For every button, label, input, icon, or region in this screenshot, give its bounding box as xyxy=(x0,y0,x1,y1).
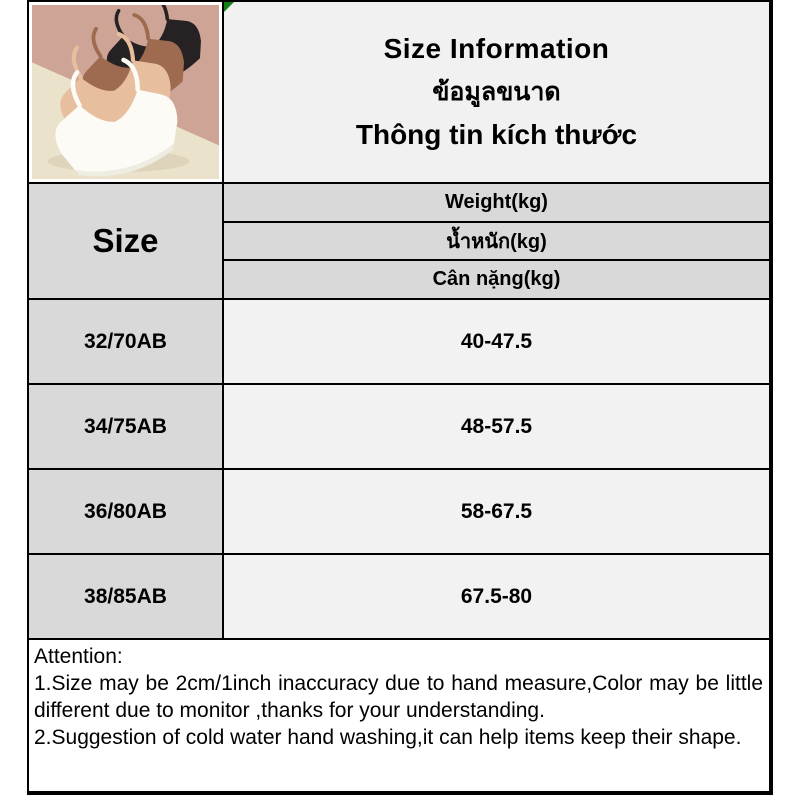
weight-header-english: Weight(kg) xyxy=(224,184,769,221)
weight-header-group xyxy=(224,184,769,298)
attention-item-2: 2.Suggestion of cold water hand washing,it can help items keep their shape. xyxy=(34,726,742,749)
size-information-table xyxy=(27,0,773,795)
weight-header-thai: น้ำหนัก(kg) xyxy=(224,223,769,260)
weight-header-vietnamese: Cân nặng(kg) xyxy=(224,261,769,298)
green-corner-marker-icon xyxy=(224,2,234,12)
attention-item-1: 1.Size may be 2cm/1inch inaccuracy due to hand measure,Color may be little different due to monitor ,thanks for your understanding. xyxy=(34,672,763,722)
attention-note xyxy=(29,640,769,791)
weight-value: 40-47.5 xyxy=(224,300,769,383)
bras-photo-illustration xyxy=(32,5,219,179)
table-row xyxy=(29,300,769,383)
size-value: 38/85AB xyxy=(29,555,222,638)
title-vietnamese: Thông tin kích thước xyxy=(355,119,638,150)
table-row xyxy=(29,385,769,468)
size-value: 34/75AB xyxy=(29,385,222,468)
table-row xyxy=(29,555,769,638)
title-thai: ข้อมูลขนาด xyxy=(432,78,561,106)
title-row xyxy=(29,2,769,182)
size-column-header: Size xyxy=(29,184,222,298)
weight-value: 48-57.5 xyxy=(224,385,769,468)
title-cell xyxy=(224,2,769,182)
title-english: Size Information xyxy=(383,33,610,64)
header-row xyxy=(29,184,769,298)
size-value: 32/70AB xyxy=(29,300,222,383)
product-photo xyxy=(29,2,222,182)
attention-label: Attention: xyxy=(34,645,123,668)
size-value: 36/80AB xyxy=(29,470,222,553)
table-row xyxy=(29,470,769,553)
weight-value: 58-67.5 xyxy=(224,470,769,553)
weight-value: 67.5-80 xyxy=(224,555,769,638)
